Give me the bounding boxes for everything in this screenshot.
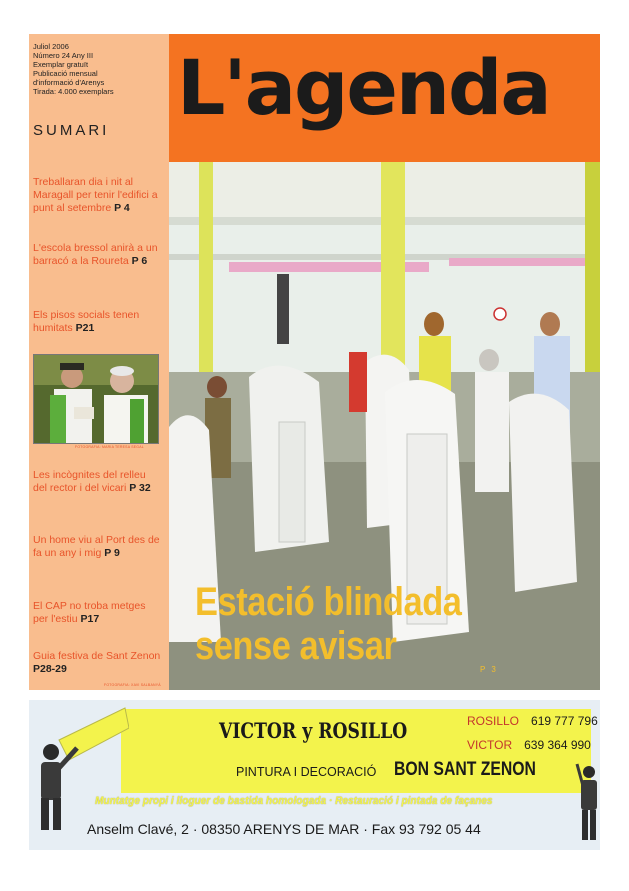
ad-company-name: VICTOR y ROSILLO <box>219 718 408 743</box>
toc-item[interactable] <box>33 242 161 268</box>
toc-item[interactable] <box>33 309 161 335</box>
ad-subtitle: PINTURA I DECORACIÓ <box>236 765 377 779</box>
toc-item[interactable] <box>33 600 161 626</box>
toc-item-page: P 32 <box>129 482 151 494</box>
ad-tagline: Muntatge propi i lloguer de bastida homologada · Restauració i pintada de façanes <box>95 795 493 807</box>
headline-page-ref: P 3 <box>480 665 498 674</box>
toc-item-text: Guia festiva de Sant Zenon <box>33 650 161 662</box>
priests-photo <box>33 354 159 444</box>
toc-item[interactable] <box>33 650 161 676</box>
toc-item-text: Un home viu al Port des de fa un any i mig <box>33 534 160 559</box>
toc-item-page: P 4 <box>114 202 130 214</box>
toc-item-text: Treballaran dia i nit al Maragall per tenir l'edifici a punt al setembre <box>33 176 158 214</box>
ad-phone-victor[interactable] <box>467 738 591 752</box>
issue-free: Exemplar gratuït <box>33 60 89 69</box>
headline-line-1: Estació blindada <box>195 580 462 624</box>
masthead <box>169 34 600 162</box>
ad-phone-number: 639 364 990 <box>524 738 591 752</box>
ad-phone-number: 619 777 796 <box>531 714 598 728</box>
toc-item-text: Els pisos socials tenen humitats <box>33 309 140 334</box>
ad-phone-label: VICTOR <box>467 738 513 752</box>
toc-item-text: L'escola bressol anirà a un barracó a la Roureta <box>33 242 158 267</box>
ad-phone-label: ROSILLO <box>467 714 520 728</box>
ad-subtitle-bold: BON SANT ZENON <box>394 759 536 780</box>
toc-item-page: P 6 <box>131 255 148 267</box>
advertisement <box>29 700 600 850</box>
toc-item[interactable] <box>33 176 161 215</box>
sidebar <box>29 34 169 690</box>
toc-item-page: P 9 <box>104 547 120 559</box>
issue-print-run: Tirada: 4.000 exemplars <box>33 87 114 96</box>
painter-left-icon <box>29 700 129 840</box>
photo-credit: FOTOGRAFIA: MARIA TERESA SEGAL <box>75 445 144 449</box>
toc-item-text: El CAP no troba metges per l'estiu <box>33 600 146 625</box>
issue-date: Juliol 2006 <box>33 42 69 51</box>
issue-frequency: Publicació mensual <box>33 69 98 78</box>
toc-item-text: Les incògnites del relleu del rector i del vicari <box>33 469 146 494</box>
priests-photo-illustration <box>34 355 158 443</box>
headline-line-2: sense avisar <box>195 624 397 668</box>
painter-right-icon <box>575 758 600 844</box>
toc-item-page: P21 <box>75 322 95 334</box>
toc-item-page: P28-29 <box>33 663 67 675</box>
ad-address: Anselm Clavé, 2 · 08350 ARENYS DE MAR · Fax 93 792 05 44 <box>87 821 481 837</box>
toc-item[interactable] <box>33 534 161 560</box>
cover-photo-credit: FOTOGRAFIA: XAVI SALBANYÀ <box>104 683 161 687</box>
ad-phone-rosillo[interactable] <box>467 714 598 728</box>
cover-photo <box>169 162 600 690</box>
toc-item[interactable] <box>33 469 161 495</box>
sumari-title: SUMARI <box>33 122 110 139</box>
issue-meta <box>33 42 114 96</box>
issue-scope: d'informació d'Arenys <box>33 78 105 87</box>
issue-number: Número 24 Any III <box>33 51 94 60</box>
toc-item-page: P17 <box>80 613 100 625</box>
logo: L'agenda <box>177 43 550 132</box>
